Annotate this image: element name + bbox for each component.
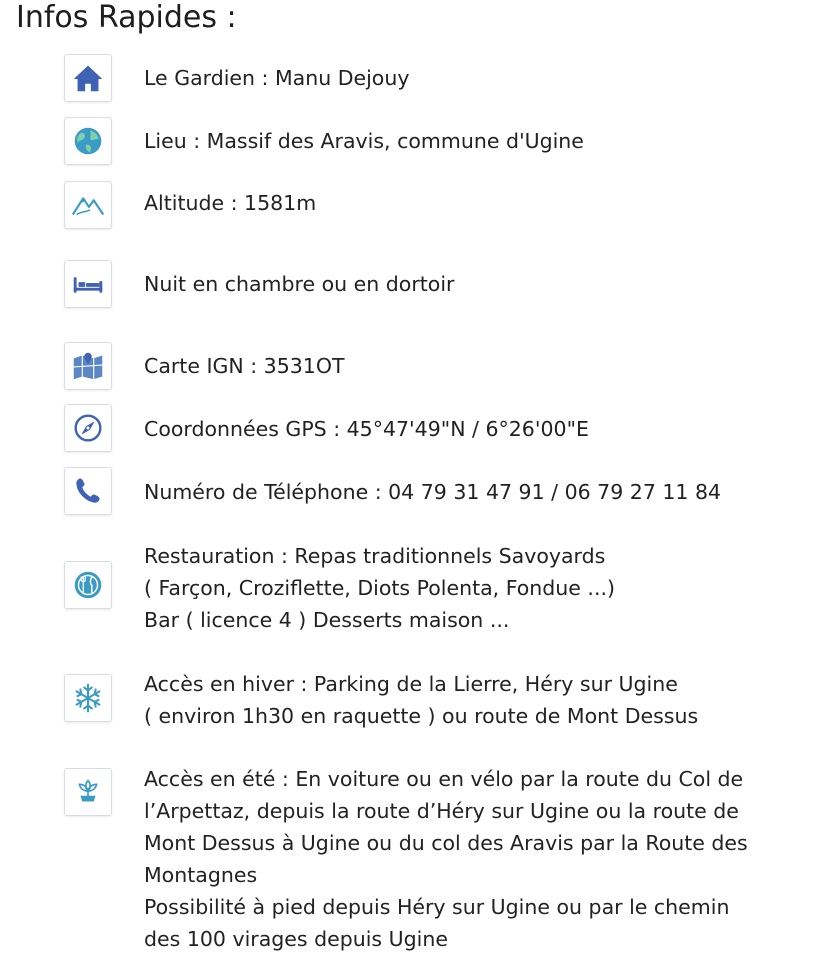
info-line: Bar ( licence 4 ) Desserts maison ...	[144, 608, 510, 632]
info-line: Le Gardien : Manu Dejouy	[144, 66, 410, 90]
phone-icon	[64, 467, 112, 515]
info-line: ( environ 1h30 en raquette ) ou route de Mont Dessus	[144, 704, 699, 728]
info-text	[144, 476, 814, 508]
info-text	[144, 350, 814, 382]
bed-icon	[64, 260, 112, 308]
restaurant-icon	[64, 561, 112, 609]
info-text	[144, 187, 814, 219]
info-line: Altitude : 1581m	[144, 191, 317, 215]
info-line: Restauration : Repas traditionnels Savoyards	[144, 544, 606, 568]
info-line: ( Farçon, Croziflette, Diots Polenta, Fondue ...)	[144, 576, 615, 600]
info-line: Possibilité à pied depuis Héry sur Ugine ou par le chemin	[144, 895, 730, 919]
mountain-icon	[64, 181, 112, 229]
info-line: Accès en hiver : Parking de la Lierre, Héry sur Ugine	[144, 672, 678, 696]
info-line: Coordonnées GPS : 45°47'49"N / 6°26'00"E	[144, 417, 589, 441]
info-text	[144, 125, 814, 157]
info-line: Numéro de Téléphone : 04 79 31 47 91 / 06 79 27 11 84	[144, 480, 722, 504]
info-line: l’Arpettaz, depuis la route d’Héry sur Ugine ou la route de	[144, 799, 739, 823]
info-line: Montagnes	[144, 863, 258, 887]
info-line: Mont Dessus à Ugine ou du col des Aravis par la Route des	[144, 831, 748, 855]
info-text	[144, 763, 814, 955]
info-text	[144, 62, 814, 94]
info-line: Lieu : Massif des Aravis, commune d'Ugine	[144, 129, 584, 153]
info-line: des 100 virages depuis Ugine	[144, 927, 448, 951]
home-icon	[64, 54, 112, 102]
globe-icon	[64, 117, 112, 165]
info-line: Accès en été : En voiture ou en vélo par la route du Col de	[144, 767, 744, 791]
info-line: Nuit en chambre ou en dortoir	[144, 272, 455, 296]
info-text	[144, 540, 814, 636]
map-icon	[64, 342, 112, 390]
info-text	[144, 413, 814, 445]
compass-icon	[64, 404, 112, 452]
info-line: Carte IGN : 3531OT	[144, 354, 345, 378]
info-text	[144, 268, 814, 300]
snowflake-icon	[64, 674, 112, 722]
info-text	[144, 668, 814, 732]
flower-icon	[64, 768, 112, 816]
page-title: Infos Rapides :	[16, 0, 237, 35]
